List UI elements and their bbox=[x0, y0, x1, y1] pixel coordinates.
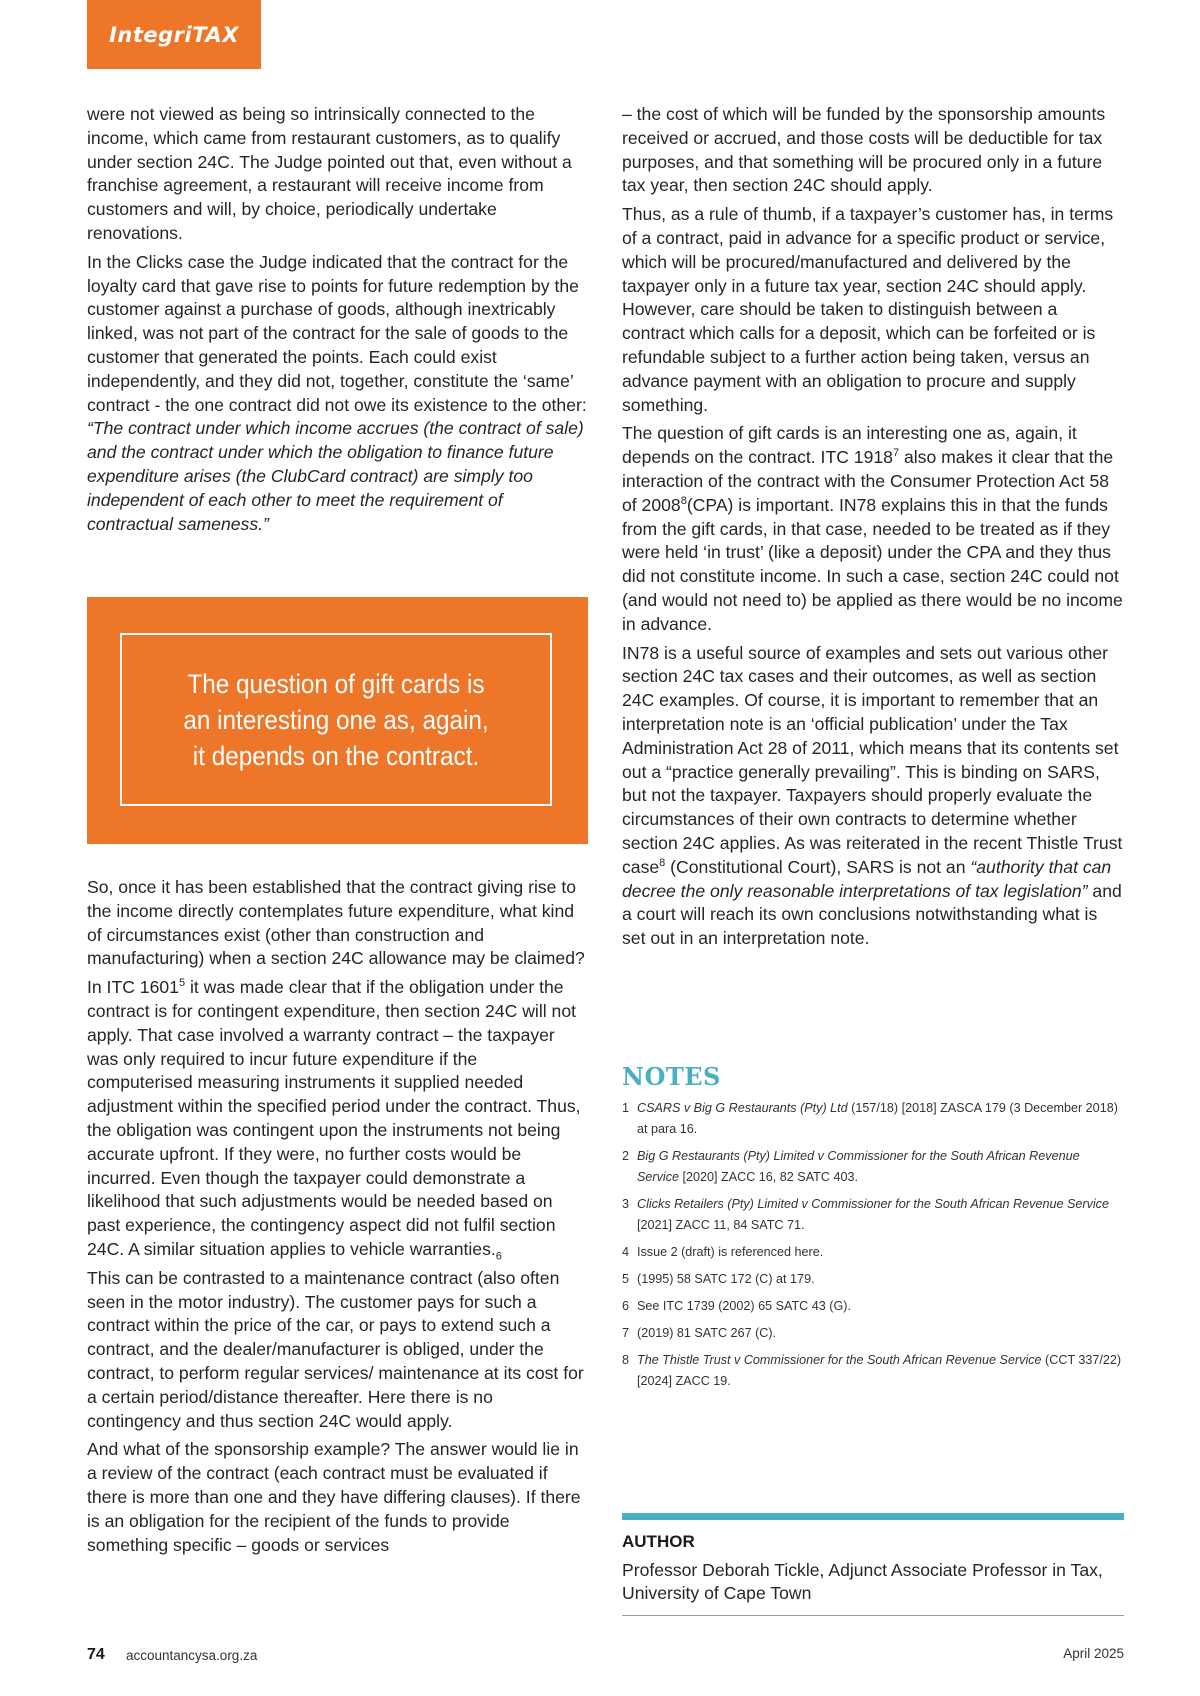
paragraph bbox=[622, 422, 1124, 636]
paragraph-text: it was made clear that if the obligation under the contract is for contingent expenditure, then section 24C will not apply. That case involved a warranty contract – the taxpayer was only required to incur future expenditure if the computerised measuring instruments it supplied needed adjustment within the specified period under the contract. Thus, the obligation was contingent upon the instruments not being accurate upfront. If they were, no further costs would be incurred. Even though the taxpayer could demonstrate a likelihood that such adjustments would be needed based on past experience, the contingency aspect did not fulfil section 24C. A similar situation applies to vehicle warranties. bbox=[87, 977, 581, 1259]
author-divider bbox=[622, 1513, 1124, 1520]
note-citation: [2021] ZACC 11, 84 SATC 71. bbox=[637, 1218, 805, 1232]
author-bio: Professor Deborah Tickle, Adjunct Associate Professor in Tax, University of Cape Town bbox=[622, 1560, 1103, 1603]
note-text bbox=[637, 1242, 1122, 1263]
page-number: 74 bbox=[87, 1646, 105, 1663]
note-citation: Issue 2 (draft) is referenced here. bbox=[637, 1245, 824, 1259]
note-text bbox=[637, 1146, 1122, 1188]
footnote-ref: 8 bbox=[680, 494, 687, 507]
paragraph: Thus, as a rule of thumb, if a taxpayer’s customer has, in terms of a contract, paid in advance for a specific product or service, which will be procured/manufactured and delivered by the taxpayer only in a future tax year, section 24C should apply. However, care should be taken to distinguish between a contract which calls for a deposit, which can be forfeited or is refundable subject to a further action being taken, versus an advance payment with an obligation to procure and supply something. bbox=[622, 204, 1114, 415]
left-column-top bbox=[87, 103, 587, 541]
note-number: 4 bbox=[622, 1245, 630, 1259]
paragraph-text: IN78 is a useful source of examples and sets out various other section 24C tax cases and their outcomes, as well as section 24C examples. Of course, it is important to remember that an interpretation note is an ‘official publication’ under the Tax Administration Act 28 of 2011, which means that its contents set out a “practice generally prevailing”. This is binding on SARS, but not the taxpayer. Taxpayers should properly evaluate the circumstances of their own contracts to determine whether section 24C applies. As was reiterated in the recent Thistle Trust case bbox=[622, 642, 1123, 877]
author-heading: AUTHOR bbox=[622, 1532, 695, 1551]
note-text bbox=[637, 1269, 1122, 1290]
paragraph-text: also makes it clear that the interaction of the contract with the Consumer Protection Act 58 of 2008 bbox=[622, 447, 1114, 515]
logo-text: IntegriTAX bbox=[109, 22, 239, 47]
note-text bbox=[637, 1350, 1122, 1392]
note-item bbox=[622, 1296, 1122, 1317]
footnote-ref: 5 bbox=[178, 977, 186, 990]
note-number: 6 bbox=[622, 1299, 630, 1313]
pull-quote-text: The question of gift cards is an interesting one as, again, it depends on the contract. bbox=[183, 668, 489, 771]
note-text bbox=[637, 1098, 1122, 1140]
paragraph: This can be contrasted to a maintenance contract (also often seen in the motor industry). The customer pays for such a contract within the price of the car, or pays to extend such a contract, and the dealer/manufacturer is obliged, under the contract, to perform regular services/ maintenance at its cost for a certain period/distance thereafter. Here there is no contingency and thus section 24C would apply. bbox=[87, 1267, 584, 1431]
paragraph-text: In the Clicks case the Judge indicated that the contract for the loyalty card that gave rise to points for future redemption by the customer against a purchase of goods, although inextricably linked, was not part of the contract for the sale of goods to the customer that generated the points. Each could exist independently, and they did not, together, constitute the ‘same’ contract - the one contract did not owe its existence to the other: bbox=[87, 251, 587, 415]
note-case-name: CSARS v Big G Restaurants (Pty) Ltd bbox=[637, 1101, 848, 1115]
notes-list bbox=[622, 1098, 1122, 1398]
note-text bbox=[637, 1323, 1122, 1344]
paragraph: And what of the sponsorship example? The answer would lie in a review of the contract (each contract must be evaluated if there is more than one and they have differing clauses). If there is an obligation for the recipient of the funds to provide something specific – goods or services bbox=[87, 1439, 581, 1555]
note-citation: (2019) 81 SATC 267 (C). bbox=[637, 1326, 777, 1340]
paragraph-text: In ITC 1601 bbox=[87, 977, 179, 998]
note-citation: See ITC 1739 (2002) 65 SATC 43 (G). bbox=[637, 1299, 851, 1313]
footnote-ref: 6 bbox=[495, 1250, 502, 1263]
note-number: 3 bbox=[622, 1197, 630, 1211]
note-citation: (1995) 58 SATC 172 (C) at 179. bbox=[637, 1272, 815, 1286]
note-item bbox=[622, 1098, 1122, 1140]
pull-quote-frame bbox=[120, 633, 552, 806]
paragraph bbox=[622, 642, 1124, 951]
notes-heading: NOTES bbox=[622, 1062, 721, 1091]
clicks-quote: “The contract under which income accrues (the contract of sale) and the contract under which the obligation to finance future expenditure arises (the ClubCard contract) are simply too independent of each other to meet the requirement of contractual sameness.” bbox=[87, 418, 584, 534]
left-column-bottom bbox=[87, 876, 587, 1562]
note-item bbox=[622, 1323, 1122, 1344]
note-number: 5 bbox=[622, 1272, 630, 1286]
paragraph bbox=[87, 251, 587, 537]
note-number: 1 bbox=[622, 1101, 630, 1115]
note-case-name: Big G Restaurants (Pty) Limited v Commissioner for the South African Revenue Service bbox=[637, 1149, 1080, 1184]
note-item bbox=[622, 1146, 1122, 1188]
paragraph: – the cost of which will be funded by the sponsorship amounts received or accrued, and those costs will be deductible for tax purposes, and that something will be procured only in a future tax year, then section 24C should apply. bbox=[622, 104, 1106, 196]
note-number: 8 bbox=[622, 1353, 630, 1367]
note-citation: (CCT 337/22) [2024] ZACC 19. bbox=[637, 1353, 1122, 1388]
right-column bbox=[622, 103, 1124, 956]
note-citation: [2020] ZACC 16, 82 SATC 403. bbox=[679, 1170, 858, 1184]
footer-site: accountancysa.org.za bbox=[126, 1648, 258, 1663]
note-item bbox=[622, 1350, 1122, 1392]
note-case-name: Clicks Retailers (Pty) Limited v Commissioner for the South African Revenue Service bbox=[637, 1197, 1109, 1211]
note-citation: (157/18) [2018] ZASCA 179 (3 December 2018) at para 16. bbox=[637, 1101, 1118, 1136]
paragraph: were not viewed as being so intrinsically connected to the income, which came from restaurant customers, as to qualify under section 24C. The Judge pointed out that, even without a franchise agreement, a restaurant will receive income from customers and will, by choice, periodically undertake renovations. bbox=[87, 104, 572, 243]
note-item bbox=[622, 1194, 1122, 1236]
note-case-name: The Thistle Trust v Commissioner for the South African Revenue Service bbox=[637, 1353, 1042, 1367]
pull-quote-box bbox=[87, 597, 588, 844]
paragraph-text: The question of gift cards is an interesting one as, again, it depends on the contract. ITC 1918 bbox=[622, 423, 1077, 468]
integritax-logo bbox=[87, 0, 261, 69]
footnote-ref: 7 bbox=[892, 447, 900, 460]
paragraph-text: (Constitutional Court), SARS is not an bbox=[665, 856, 971, 877]
author-rule bbox=[622, 1615, 1124, 1616]
footer-date: April 2025 bbox=[1063, 1646, 1124, 1661]
paragraph bbox=[87, 976, 587, 1262]
note-item bbox=[622, 1269, 1122, 1290]
paragraph-text: and a court will reach its own conclusions notwithstanding what is set out in an interpretation note. bbox=[622, 880, 1122, 949]
court-quote: “authority that can decree the only reasonable interpretations of tax legislation” bbox=[622, 856, 1112, 901]
footnote-ref: 8 bbox=[659, 856, 666, 869]
note-number: 2 bbox=[622, 1149, 630, 1163]
paragraph-text: (CPA) is important. IN78 explains this in that the funds from the gift cards, in that case, needed to be treated as if they were held ‘in trust’ (like a deposit) under the CPA and they thus did not constitute income. In such a case, section 24C could not (and would not need to) be applied as there would be no income in advance. bbox=[622, 494, 1123, 634]
note-item bbox=[622, 1242, 1122, 1263]
note-text bbox=[637, 1194, 1122, 1236]
paragraph: So, once it has been established that the contract giving rise to the income directly contemplates future expenditure, what kind of circumstances exist (other than construction and manufacturing) when a section 24C allowance may be claimed? bbox=[87, 877, 585, 969]
note-number: 7 bbox=[622, 1326, 630, 1340]
note-text bbox=[637, 1296, 1122, 1317]
